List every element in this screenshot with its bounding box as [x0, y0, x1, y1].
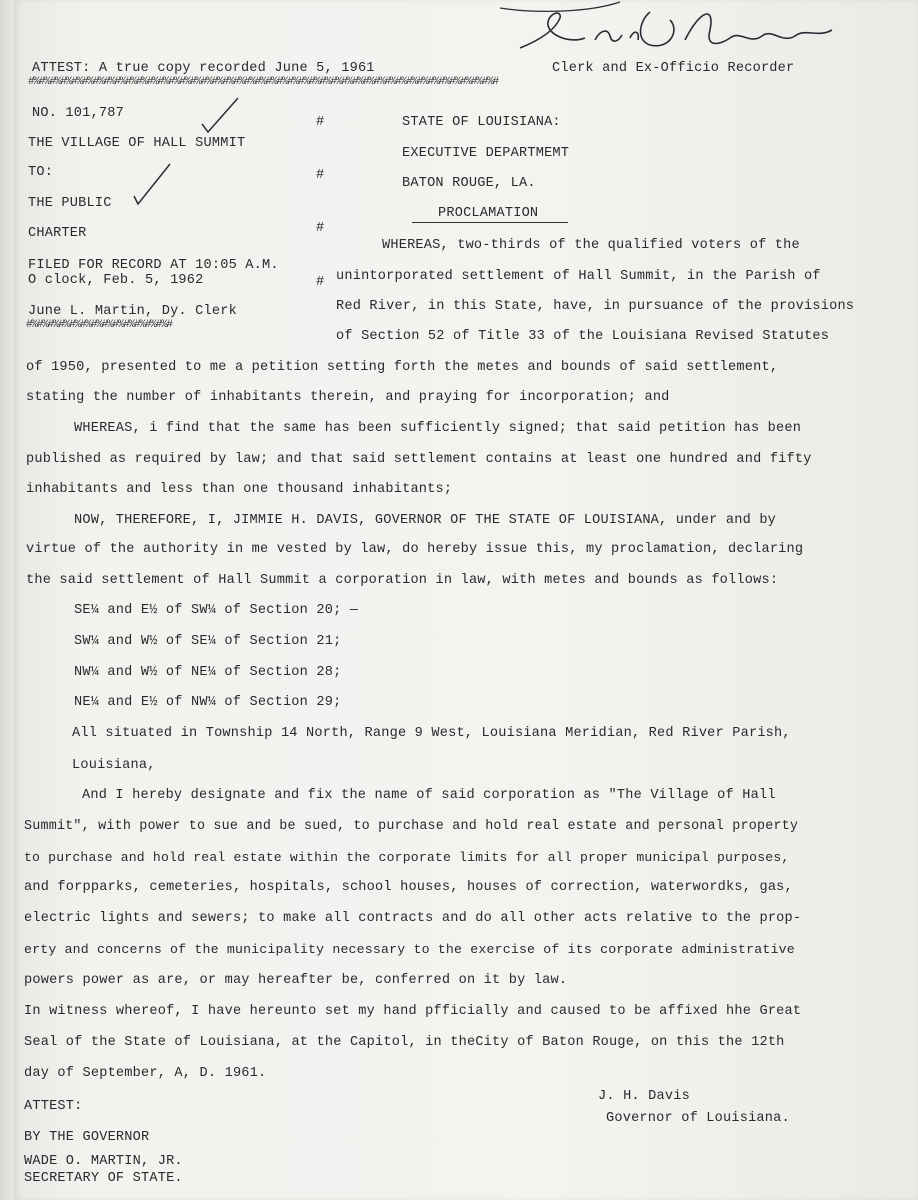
- governor-name: J. H. Davis: [598, 1089, 690, 1104]
- filed-for-record: FILED FOR RECORD AT 10:05 A.M.: [28, 258, 279, 273]
- body-line: In witness whereof, I have hereunto set my hand pfficially and caused to be affixed hhe Great: [24, 1004, 802, 1019]
- body-line: published as required by law; and that said settlement contains at least one hundred and fifty: [26, 452, 812, 467]
- body-line: WHEREAS, two-thirds of the qualified voters of the: [382, 238, 800, 253]
- body-line: stating the number of inhabitants therein, and praying for incorporation; and: [26, 390, 670, 405]
- hash-mark: #: [316, 168, 325, 183]
- body-line: the said settlement of Hall Summit a corporation in law, with metes and bounds as follows:: [26, 573, 779, 588]
- state-heading: STATE OF LOUISIANA:: [402, 115, 561, 130]
- body-line: powers power as are, or may hereafter be, conferred on it by law.: [24, 973, 568, 988]
- city-heading: BATON ROUGE, LA.: [402, 176, 536, 191]
- body-line: unintorporated settlement of Hall Summit, in the Parish of: [336, 269, 821, 284]
- secretary-title: SECRETARY OF STATE.: [24, 1171, 183, 1186]
- page-edge: [0, 0, 14, 1200]
- header-separator: #%#%#%#%#%#%#%#%#%#%#%#%#%#%#%#%#%#%#%#%#%#%#%#%#%#%#%#%#%#%#%#%#%#%#%#%#%#%#%#%#%#%#%#: [28, 76, 498, 88]
- attest-label: ATTEST:: [24, 1099, 83, 1114]
- recorder-signature: [500, 0, 840, 62]
- village-name: THE VILLAGE OF HALL SUMMIT: [28, 136, 246, 151]
- proclamation-title: PROCLAMATION: [438, 206, 539, 221]
- body-line: All situated in Township 14 North, Range 9 West, Louisiana Meridian, Red River Parish,: [72, 726, 791, 741]
- record-number: NO. 101,787: [32, 106, 124, 121]
- deputy-clerk: June L. Martin, Dy. Clerk: [28, 304, 237, 319]
- section-line: SW¼ and W½ of SE¼ of Section 21;: [74, 634, 342, 649]
- body-line: erty and concerns of the municipality necessary to the exercise of its corporate administrative: [24, 942, 795, 957]
- body-line: of 1950, presented to me a petition setting forth the metes and bounds of said settlement,: [26, 360, 779, 375]
- body-line: to purchase and hold real estate within the corporate limits for all proper municipal purposes,: [24, 850, 790, 865]
- check-mark-icon: [198, 96, 242, 136]
- governor-title: Governor of Louisiana.: [606, 1111, 790, 1126]
- filed-date: O clock, Feb. 5, 1962: [28, 273, 204, 288]
- hash-mark: #: [316, 221, 325, 236]
- body-line: NOW, THEREFORE, I, JIMMIE H. DAVIS, GOVERNOR OF THE STATE OF LOUISIANA, under and by: [74, 513, 777, 528]
- body-line: WHEREAS, i find that the same has been sufficiently signed; that said petition has been: [74, 421, 802, 436]
- secretary-name: WADE O. MARTIN, JR.: [24, 1154, 183, 1169]
- body-line: Louisiana,: [72, 758, 156, 773]
- department-heading: EXECUTIVE DEPARTMEMT: [402, 146, 570, 161]
- body-line: inhabitants and less than one thousand inhabitants;: [26, 482, 453, 497]
- charter-label: CHARTER: [28, 226, 87, 241]
- section-line: SE¼ and E½ of SW¼ of Section 20; —: [74, 603, 359, 618]
- body-line: Summit", with power to sue and be sued, to purchase and hold real estate and personal property: [24, 819, 799, 834]
- body-line: virtue of the authority in me vested by law, do hereby issue this, my proclamation, declaring: [26, 542, 804, 557]
- recorder-title: Clerk and Ex-Officio Recorder: [552, 61, 795, 76]
- body-line: Red River, in this State, have, in pursuance of the provisions: [336, 299, 855, 314]
- body-line: and forpparks, cemeteries, hospitals, school houses, houses of correction, waterwordks, gas,: [24, 880, 793, 895]
- body-line: And I hereby designate and fix the name of said corporation as "The Village of Hall: [82, 788, 776, 803]
- check-mark-icon: [130, 160, 174, 206]
- clerk-separator: #%#%#%#%#%#%#%#%#%#%#%#%#%#: [26, 319, 172, 331]
- by-governor: BY THE GOVERNOR: [24, 1130, 150, 1145]
- hash-mark: #: [316, 115, 325, 130]
- body-line: of Section 52 of Title 33 of the Louisiana Revised Statutes: [336, 329, 830, 344]
- to-label: TO:: [28, 165, 54, 180]
- body-line: day of September, A, D. 1961.: [24, 1066, 267, 1081]
- hash-mark: #: [316, 275, 325, 290]
- body-line: electric lights and sewers; to make all contracts and do all other acts relative to the prop-: [24, 911, 802, 926]
- title-underline: [412, 222, 568, 223]
- attest-copy-line: ATTEST: A true copy recorded June 5, 1961: [32, 61, 375, 76]
- section-line: NW¼ and W½ of NE¼ of Section 28;: [74, 665, 342, 680]
- body-line: Seal of the State of Louisiana, at the Capitol, in theCity of Baton Rouge, on this the 12th: [24, 1035, 785, 1050]
- section-line: NE¼ and E½ of NW¼ of Section 29;: [74, 695, 342, 710]
- public-label: THE PUBLIC: [28, 196, 112, 211]
